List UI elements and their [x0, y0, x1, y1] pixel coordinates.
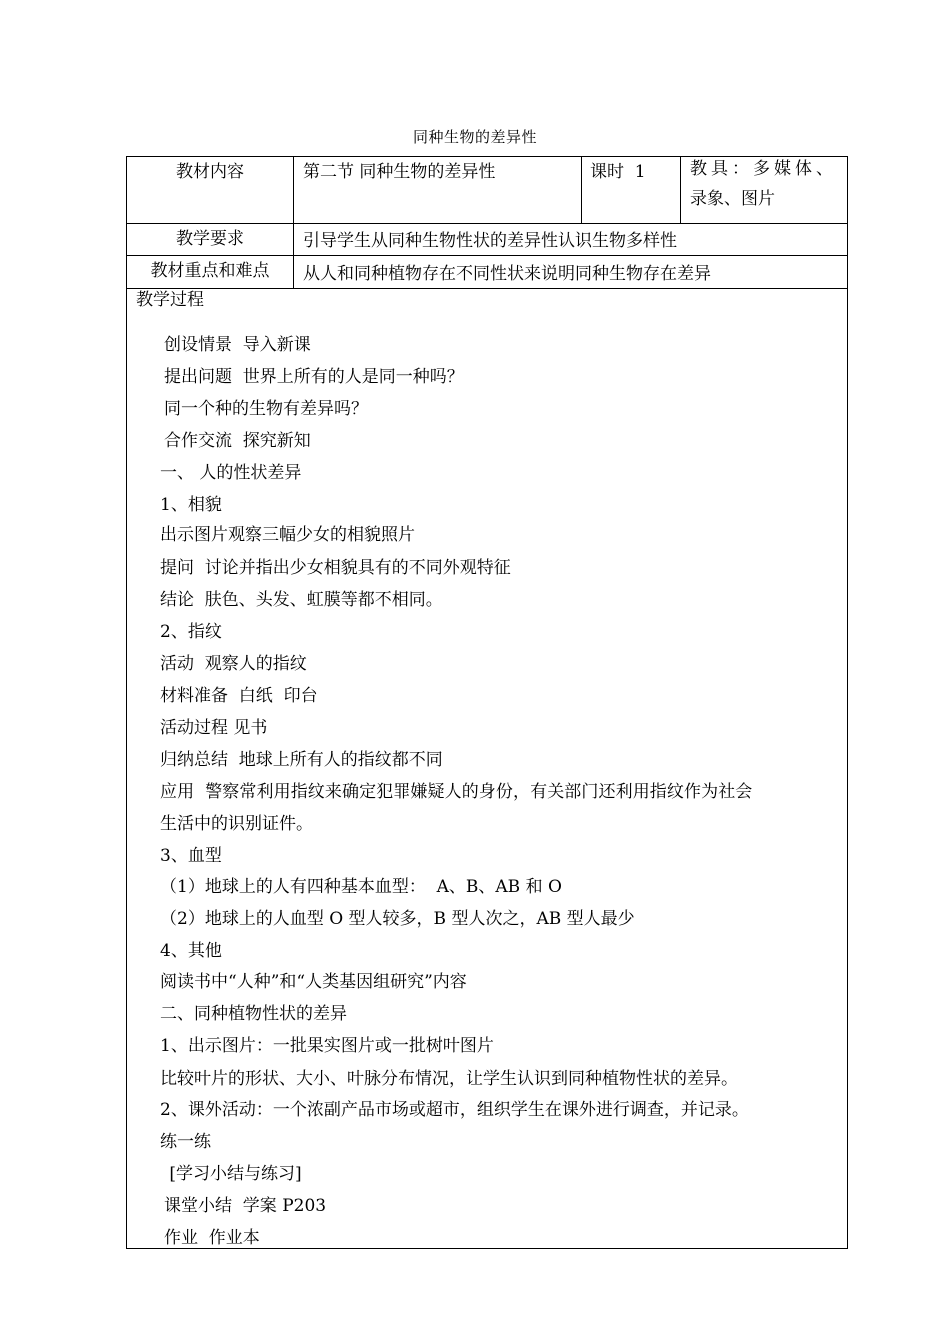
- process-line: 提问 讨论并指出少女相貌具有的不同外观特征: [160, 558, 511, 578]
- label-teaching-requirement: 教学要求: [176, 229, 244, 249]
- process-line: 练一练: [160, 1132, 211, 1152]
- process-line: 一、 人的性状差异: [160, 463, 302, 483]
- process-line: 二、同种植物性状的差异: [160, 1004, 347, 1024]
- process-line: 生活中的识别证件。: [160, 814, 313, 834]
- process-line: 应用 警察常利用指纹来确定犯罪嫌疑人的身份，有关部门还利用指纹作为社会: [160, 782, 753, 802]
- cell-keypoints: [293, 255, 848, 289]
- teaching-tools-line2: 录象、图片: [690, 189, 775, 209]
- process-line: 归纳总结 地球上所有人的指纹都不同: [160, 750, 443, 770]
- process-line: [学习小结与练习]: [164, 1164, 302, 1184]
- process-line: 提出问题 世界上所有的人是同一种吗？: [164, 367, 464, 387]
- process-line: 结论 肤色、头发、虹膜等都不相同。: [160, 590, 443, 610]
- process-line: 合作交流 探究新知: [164, 431, 311, 451]
- process-line: 2、指纹: [160, 622, 222, 642]
- process-line: 课堂小结 学案 P203: [164, 1196, 327, 1216]
- period-value: 课时 1: [590, 162, 646, 182]
- process-line: 1、相貌: [160, 495, 222, 515]
- textbook-section-title: 第二节 同种生物的差异性: [303, 162, 496, 182]
- cell-requirement: [293, 223, 848, 256]
- process-line: 活动过程 见书: [160, 718, 268, 738]
- process-line: 材料准备 白纸 印台: [160, 686, 318, 706]
- process-line: 3、血型: [160, 846, 222, 866]
- process-line: 2、课外活动：一个浓副产品市场或超市，组织学生在课外进行调查，并记录。: [160, 1100, 749, 1120]
- process-line: 4、其他: [160, 941, 222, 961]
- cell-textbook-section: [293, 156, 582, 224]
- cell-label-keypoints: [126, 255, 294, 289]
- label-key-difficult-points: 教材重点和难点: [150, 261, 270, 281]
- teaching-process-heading: 教学过程: [136, 290, 204, 310]
- cell-teaching-tools: [680, 156, 848, 224]
- process-line: （2）地球上的人血型 O 型人较多，B 型人次之，AB 型人最少: [160, 909, 635, 929]
- teaching-tools-line1: 教具：多媒体、: [690, 159, 837, 179]
- teaching-requirement-text: 引导学生从同种生物性状的差异性认识生物多样性: [303, 231, 677, 251]
- label-textbook-content: 教材内容: [176, 162, 244, 182]
- process-line: （1）地球上的人有四种基本血型： A、B、AB 和 O: [160, 877, 562, 897]
- document-title: 同种生物的差异性: [412, 128, 537, 146]
- process-line: 活动 观察人的指纹: [160, 654, 307, 674]
- process-line: 比较叶片的形状、大小、叶脉分布情况，让学生认识到同种植物性状的差异。: [160, 1069, 738, 1089]
- process-line: 阅读书中“人种”和“人类基因组研究”内容: [160, 972, 467, 992]
- key-difficult-points-text: 从人和同种植物存在不同性状来说明同种生物存在差异: [303, 264, 711, 284]
- cell-period: [581, 156, 681, 224]
- process-line: 创设情景 导入新课: [164, 335, 311, 355]
- cell-label-content: [126, 156, 294, 224]
- process-line: 作业 作业本: [164, 1228, 260, 1248]
- cell-label-requirement: [126, 223, 294, 256]
- process-line: 1、出示图片：一批果实图片或一批树叶图片: [160, 1036, 494, 1056]
- process-line: 出示图片观察三幅少女的相貌照片: [160, 525, 415, 545]
- process-line: 同一个种的生物有差异吗？: [164, 399, 368, 419]
